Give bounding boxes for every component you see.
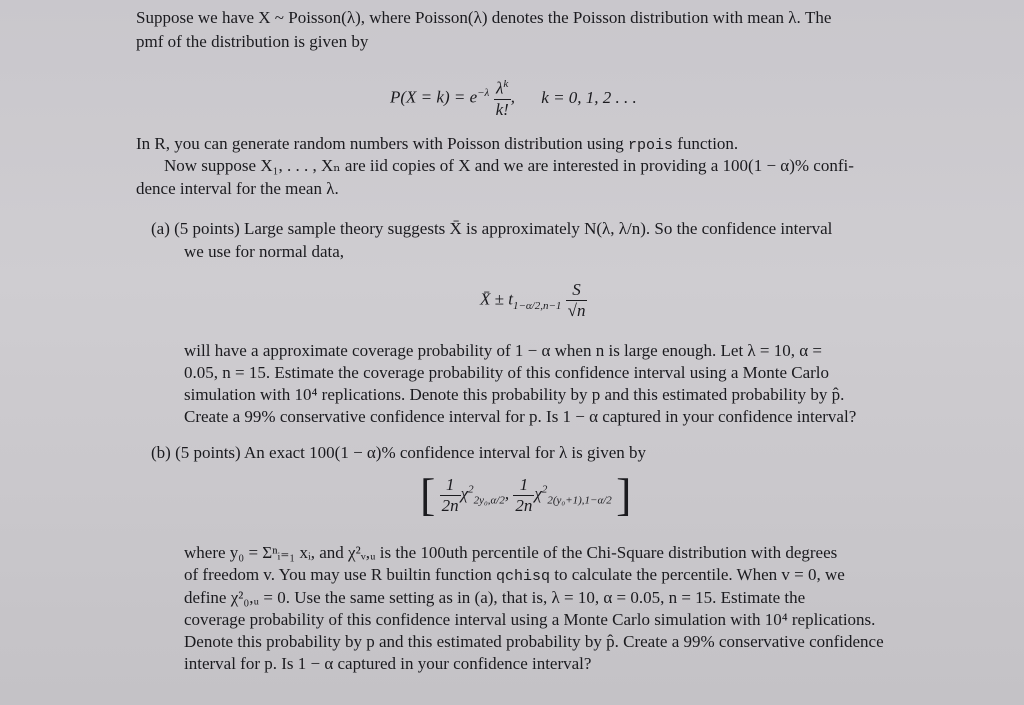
- ci-fraction: [566, 280, 588, 321]
- para2-text-a: In R, you can generate random numbers with Poisson distribution using: [136, 134, 628, 153]
- part-b-freedom: [184, 565, 845, 585]
- part-b-where: where y₀ = Σⁿᵢ₌₁ xᵢ, and χ²ᵥ,ᵤ is the 100uth percentile of the Chi-Square distribution with degrees: [184, 543, 838, 562]
- ci-lhs: X̄ ± t: [480, 289, 513, 309]
- left-bracket: [: [420, 469, 436, 520]
- part-b-body-4: interval for p. Is 1 − α captured in your confidence interval?: [184, 654, 592, 673]
- chi-1-sub: 2y₀,α/2: [473, 494, 505, 507]
- part-a-body-4: Create a 99% conservative confidence interval for p. Is 1 − α captured in your confidence interval?: [184, 407, 857, 426]
- part-b-body-2: coverage probability of this confidence interval using a Monte Carlo simulation with 10⁴ replications.: [184, 610, 876, 629]
- chi-1: χ: [460, 483, 469, 503]
- para2-line-2: Now suppose X₁, . . . , Xₙ are iid copies of X and we are interested in providing a 100(1 − α)% confi-: [164, 156, 854, 175]
- part-b-line-1: (b) (5 points) An exact 100(1 − α)% confidence interval for λ is given by: [151, 443, 647, 462]
- rpois-code: rpois: [628, 137, 674, 154]
- chi-2: χ: [534, 483, 542, 503]
- part-a-ci: [480, 280, 587, 321]
- part-b-body-3: Denote this probability by p and this estimated probability by p̂. Create a 99% conservative confidence: [184, 632, 884, 651]
- part-a-body-1: will have a approximate coverage probability of 1 − α when n is large enough. Let λ = 10, α =: [184, 341, 822, 360]
- qchisq-code: qchisq: [495, 568, 550, 585]
- ci-num: S: [566, 280, 588, 301]
- ci-den: √n: [567, 301, 586, 320]
- b-frac-1-num: 1: [440, 475, 461, 496]
- b-frac-2-den: 2n: [515, 495, 533, 515]
- freedom-text-b: to calculate the percentile. When v = 0, we: [549, 565, 845, 584]
- pmf-exponent: −λ: [477, 87, 490, 100]
- b-frac-2: [513, 475, 534, 516]
- b-frac-1: [440, 475, 461, 516]
- chi-1-sup: 2: [468, 483, 474, 496]
- pmf-num: λ: [496, 78, 504, 98]
- para2-text-b: function.: [673, 134, 739, 153]
- chi-2-sup: 2: [541, 483, 548, 496]
- b-frac-2-num: 1: [513, 475, 534, 496]
- pmf-range: k = 0, 1, 2 . . .: [541, 87, 637, 107]
- part-a-line-1: (a) (5 points) Large sample theory suggests X̄ is approximately N(λ, λ/n). So the confidence interval: [151, 219, 833, 238]
- intro-line-1: Suppose we have X ~ Poisson(λ), where Poisson(λ) denotes the Poisson distribution with mean λ. The: [136, 8, 832, 27]
- para2-line-3: dence interval for the mean λ.: [136, 179, 339, 198]
- pmf-equation: $P(X = k) = e^{-\lambda}$ $\frac{\lambda^k}{k!}$ , k = 0, 1, 2 . . .: [390, 78, 637, 119]
- ci-sub: 1−α/2,n−1: [512, 299, 562, 312]
- part-a-line-2: we use for normal data,: [184, 242, 345, 261]
- part-b-body-1: define χ²₀,ᵤ = 0. Use the same setting as in (a), that is, λ = 10, α = 0.05, n = 15. Estimate the: [184, 588, 806, 607]
- para2-line-1: [136, 134, 738, 154]
- part-a-body-2: 0.05, n = 15. Estimate the coverage probability of this confidence interval using a Monte Carlo: [184, 363, 830, 382]
- chi-2-sub: 2(y₀+1),1−α/2: [547, 494, 612, 507]
- freedom-text-a: of freedom v. You may use R builtin function: [184, 565, 496, 584]
- part-b-interval: [420, 469, 632, 520]
- pmf-fraction: [494, 78, 511, 120]
- right-bracket: ]: [616, 469, 632, 520]
- intro-line-2: pmf of the distribution is given by: [136, 32, 369, 51]
- pmf-lhs: P(X = k) = e: [390, 87, 478, 107]
- b-frac-1-den: 2n: [441, 495, 459, 515]
- part-a-body-3: simulation with 10⁴ replications. Denote this probability by p and this estimated probability by p̂.: [184, 385, 845, 404]
- interval-comma: ,: [504, 483, 510, 503]
- pmf-num-sup: k: [503, 78, 509, 90]
- pmf-den: k!: [495, 99, 509, 119]
